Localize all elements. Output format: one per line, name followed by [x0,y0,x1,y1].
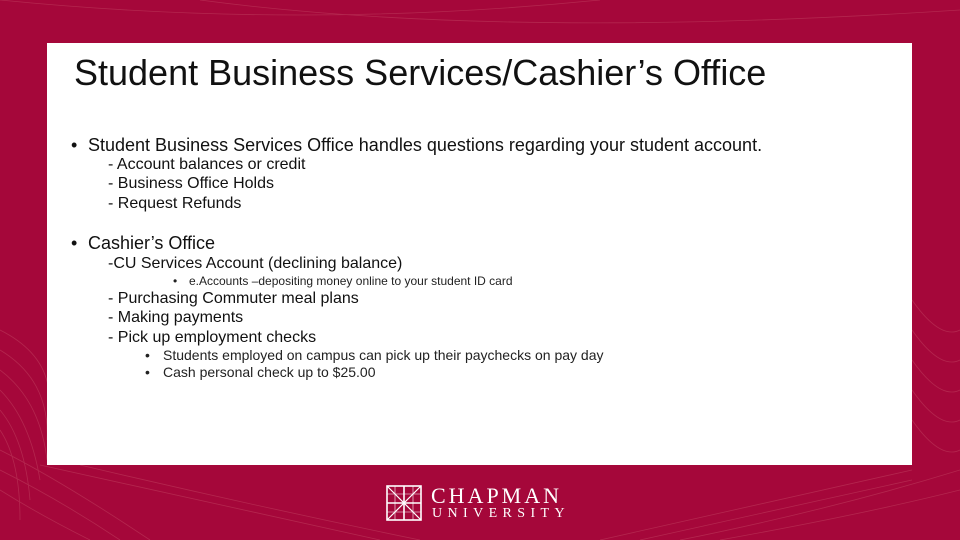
note-eaccounts: • e.Accounts –depositing money online to your student ID card [173,274,513,288]
note-paychecks: • Students employed on campus can pick up their paychecks on pay day [145,347,604,363]
bullet-marker: • [71,233,78,253]
bullet-text: Cashier’s Office [88,233,216,253]
sub-item-request-refunds: - Request Refunds [108,195,242,212]
logo-name: CHAPMAN [431,483,563,508]
bullet-student-business-services [71,134,762,156]
sub-item-cu-services-account: -CU Services Account (declining balance) [108,255,403,272]
content-panel [47,43,912,465]
sub-item-employment-checks: - Pick up employment checks [108,329,317,346]
bullet-text: Student Business Services Office handles questions regarding your student account. [88,135,763,155]
logo-subname: UNIVERSITY [432,506,570,521]
chapman-logo-icon [386,485,422,521]
bullet-marker: • [71,135,78,155]
bullet-cashiers-office [71,232,215,254]
sub-item-business-office-holds: - Business Office Holds [108,175,274,192]
sub-item-account-balances: - Account balances or credit [108,156,306,173]
chapman-university-logo [386,485,576,523]
slide-title: Student Business Services/Cashier’s Office [74,52,767,93]
note-cash-personal-check: • Cash personal check up to $25.00 [145,364,376,380]
sub-item-commuter-meal-plans: - Purchasing Commuter meal plans [108,290,359,307]
sub-item-making-payments: - Making payments [108,309,244,326]
